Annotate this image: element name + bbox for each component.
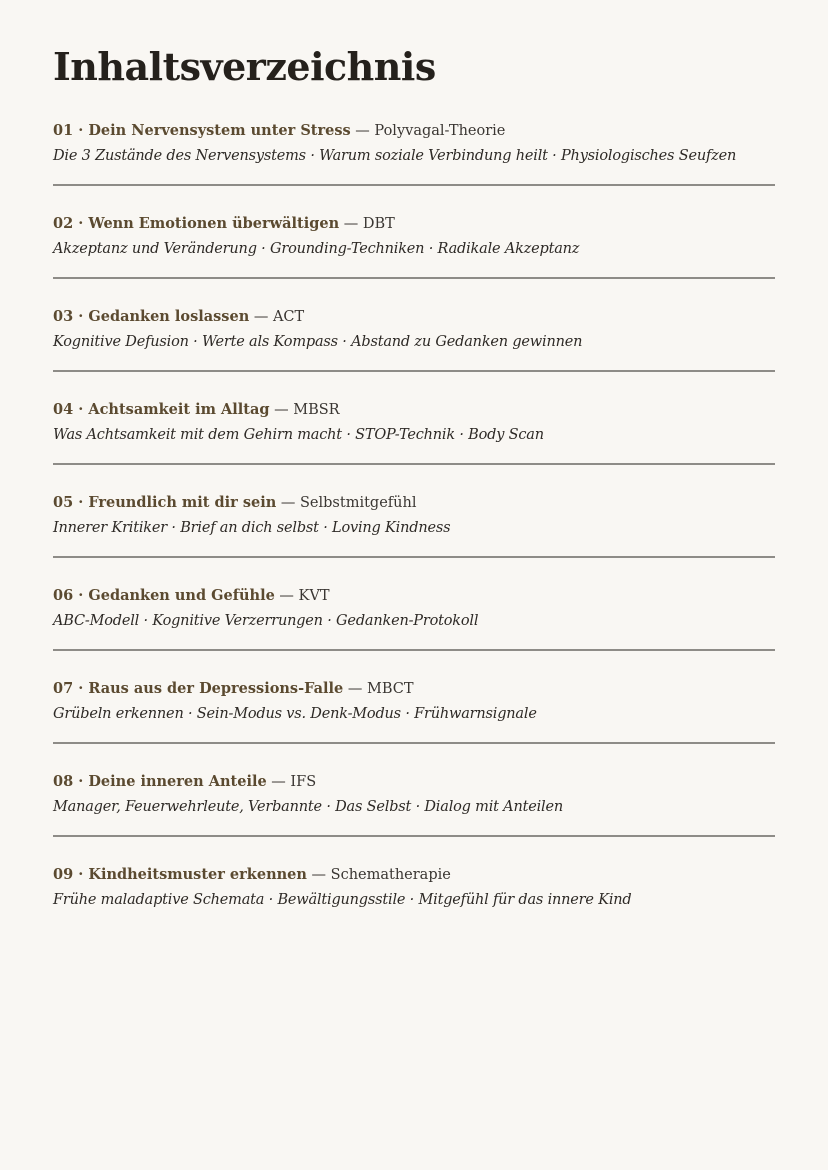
chapter-method: Polyvagal-Theorie [374, 123, 506, 139]
toc-entry[interactable] [53, 865, 775, 958]
divider [53, 370, 775, 372]
method-separator: — [306, 867, 331, 883]
number-separator: · [73, 122, 89, 139]
toc-entry[interactable] [53, 400, 775, 493]
entry-heading [53, 214, 775, 234]
chapter-method: Selbstmitgefühl [300, 495, 417, 511]
toc-entry[interactable] [53, 307, 775, 400]
method-separator: — [339, 216, 363, 232]
number-separator: · [73, 494, 89, 511]
divider [53, 277, 775, 279]
chapter-method: MBCT [366, 681, 414, 697]
chapter-title: Kindheitsmuster erkennen [88, 866, 307, 883]
divider [53, 649, 775, 651]
chapter-method: DBT [362, 216, 395, 232]
divider [53, 184, 775, 186]
chapter-number: 04 [53, 401, 74, 418]
chapter-topics: Die 3 Zustände des Nervensystems · Warum soziale Verbindung heilt · Physiologisches Seufzen [53, 148, 737, 164]
toc-entry[interactable] [53, 214, 775, 307]
chapter-title: Wenn Emotionen überwältigen [88, 215, 340, 232]
entry-heading [53, 121, 775, 141]
entry-heading [53, 586, 775, 606]
divider [53, 556, 775, 558]
chapter-title: Freundlich mit dir sein [88, 494, 277, 511]
chapter-number: 07 [53, 680, 74, 697]
number-separator: · [73, 587, 89, 604]
number-separator: · [73, 866, 89, 883]
number-separator: · [73, 215, 89, 232]
chapter-method: ACT [272, 309, 305, 325]
chapter-topics: Manager, Feuerwehrleute, Verbannte · Das Selbst · Dialog mit Anteilen [53, 799, 563, 815]
chapter-topics: Frühe maladaptive Schemata · Bewältigungsstile · Mitgefühl für das innere Kind [53, 892, 632, 908]
chapter-topics: ABC-Modell · Kognitive Verzerrungen · Gedanken-Protokoll [53, 613, 479, 629]
chapter-number: 02 [53, 215, 74, 232]
divider [53, 835, 775, 837]
toc-entry[interactable] [53, 679, 775, 772]
method-separator: — [350, 123, 375, 139]
chapter-method: IFS [290, 774, 317, 790]
chapter-number: 01 [53, 122, 74, 139]
method-separator: — [266, 774, 291, 790]
chapter-title: Gedanken und Gefühle [88, 587, 275, 604]
chapter-number: 06 [53, 587, 74, 604]
chapter-method: Schematherapie [330, 867, 451, 883]
chapter-topics: Innerer Kritiker · Brief an dich selbst · Loving Kindness [53, 520, 451, 536]
method-separator: — [269, 402, 294, 418]
chapter-title: Raus aus der Depressions-Falle [88, 680, 344, 697]
number-separator: · [73, 308, 89, 325]
chapter-title: Gedanken loslassen [88, 308, 250, 325]
number-separator: · [73, 401, 89, 418]
number-separator: · [73, 773, 89, 790]
entry-heading [53, 400, 775, 420]
chapter-number: 03 [53, 308, 74, 325]
number-separator: · [73, 680, 89, 697]
toc-entries [53, 121, 775, 958]
toc-entry[interactable] [53, 772, 775, 865]
chapter-number: 09 [53, 866, 74, 883]
chapter-topics: Grübeln erkennen · Sein-Modus vs. Denk-Modus · Frühwarnsignale [53, 706, 537, 722]
page-title: Inhaltsverzeichnis [53, 44, 436, 89]
method-separator: — [249, 309, 273, 325]
entry-heading [53, 679, 775, 699]
chapter-topics: Was Achtsamkeit mit dem Gehirn macht · STOP-Technik · Body Scan [53, 427, 544, 443]
method-separator: — [274, 588, 299, 604]
toc-entry[interactable] [53, 586, 775, 679]
table-of-contents [53, 40, 775, 958]
toc-entry[interactable] [53, 121, 775, 214]
entry-heading [53, 307, 775, 327]
divider [53, 463, 775, 465]
chapter-topics: Akzeptanz und Veränderung · Grounding-Techniken · Radikale Akzeptanz [53, 241, 580, 257]
entry-heading [53, 493, 775, 513]
chapter-number: 08 [53, 773, 74, 790]
chapter-topics: Kognitive Defusion · Werte als Kompass · Abstand zu Gedanken gewinnen [53, 334, 583, 350]
entry-heading [53, 865, 775, 885]
chapter-method: MBSR [293, 402, 340, 418]
chapter-title: Deine inneren Anteile [88, 773, 267, 790]
divider [53, 742, 775, 744]
chapter-title: Dein Nervensystem unter Stress [88, 122, 351, 139]
chapter-number: 05 [53, 494, 74, 511]
method-separator: — [276, 495, 300, 511]
entry-heading [53, 772, 775, 792]
method-separator: — [343, 681, 367, 697]
chapter-title: Achtsamkeit im Alltag [88, 401, 270, 418]
toc-entry[interactable] [53, 493, 775, 586]
chapter-method: KVT [298, 588, 330, 604]
